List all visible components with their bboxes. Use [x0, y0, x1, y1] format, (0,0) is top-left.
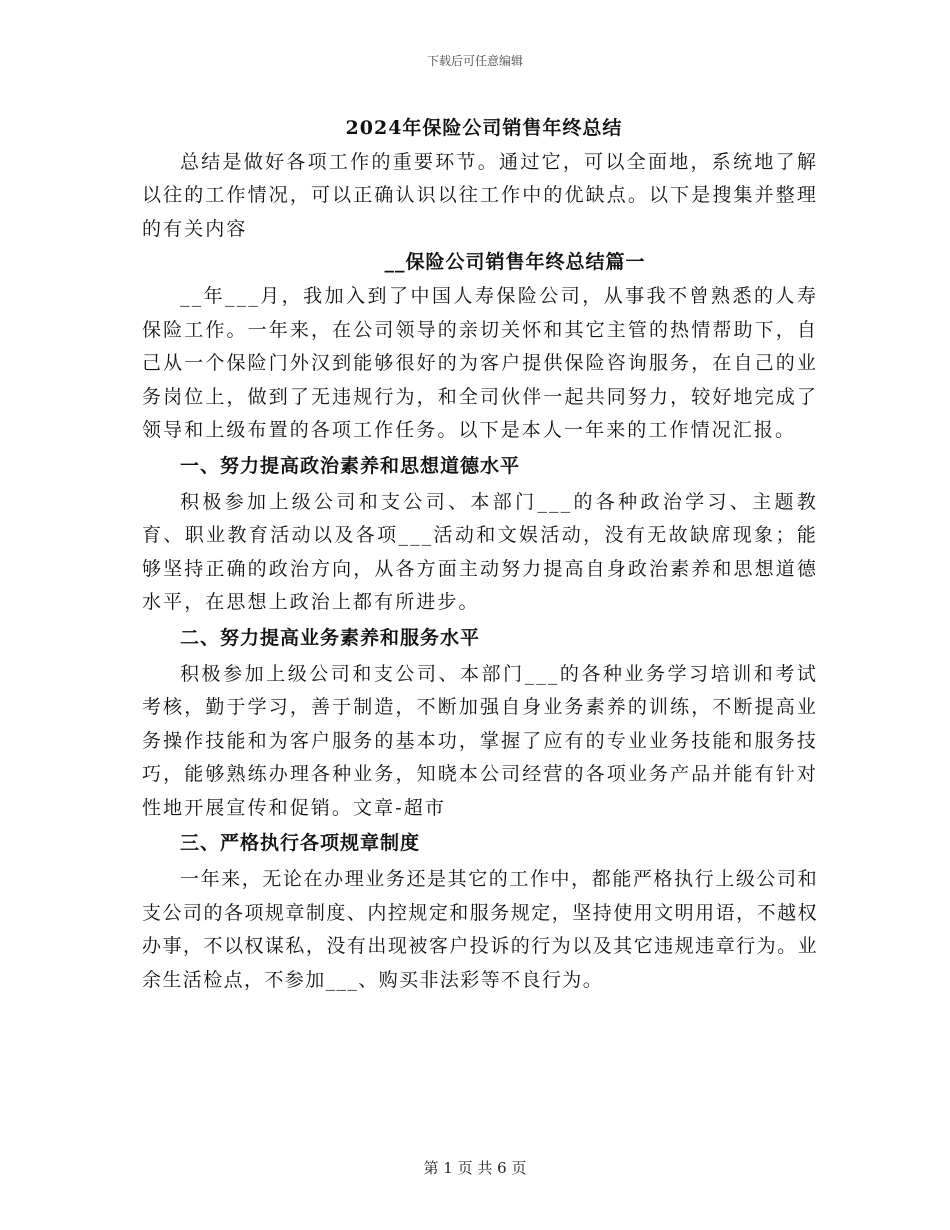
- intro-paragraph: 总结是做好各项工作的重要环节。通过它，可以全面地，系统地了解以往的工作情况，可以正确认识以往工作中的优缺点。以下是搜集并整理的有关内容: [142, 150, 818, 240]
- heading-business: 二、努力提高业务素养和服务水平: [180, 626, 481, 649]
- section-title: __保险公司销售年终总结篇一: [384, 251, 646, 274]
- document-title: 2024年保险公司销售年终总结: [345, 117, 623, 139]
- paragraph-rules: 一年来，无论在办理业务还是其它的工作中，都能严格执行上级公司和支公司的各项规章制度、内控规定和服务规定，坚持使用文明用语，不越权办事，不以权谋私，没有出现被客户投诉的行为以及其它违规违章行为。业余生活检点，不参加___、购买非法彩等不良行为。: [142, 868, 818, 991]
- header-note: 下载后可任意编辑: [426, 54, 523, 68]
- paragraph-business: 积极参加上级公司和支公司、本部门___的各种业务学习培训和考试考核，勤于学习，善于制造，不断加强自身业务素养的训练，不断提高业务操作技能和为客户服务的基本功，掌握了应有的专业业务技能和服务技巧，能够熟练办理各种业务，知晓本公司经营的各项业务产品并能有针对性地开展宣传和促销。文章-超市: [142, 662, 818, 819]
- document-body: [142, 112, 818, 997]
- heading-rules: 三、严格执行各项规章制度: [180, 832, 421, 855]
- heading-politics: 一、努力提高政治素养和思想道德水平: [180, 454, 521, 477]
- opening-paragraph: __年___月，我加入到了中国人寿保险公司，从事我不曾熟悉的人寿保险工作。一年来，在公司领导的亲切关怀和其它主管的热情帮助下，自己从一个保险门外汉到能够很好的为客户提供保险咨询服务，在自己的业务岗位上，做到了无违规行为，和全司伙伴一起共同努力，较好地完成了领导和上级布置的各项工作任务。以下是本人一年来的工作情况汇报。: [142, 284, 818, 442]
- paragraph-politics: 积极参加上级公司和支公司、本部门___的各种政治学习、主题教育、职业教育活动以及各项___活动和文娱活动，没有无故缺席现象；能够坚持正确的政治方向，从各方面主动努力提高自身政治素养和思想道德水平，在思想上政治上都有所进步。: [142, 490, 818, 614]
- page-number-footer: 第 1 页 共 6 页: [423, 1159, 527, 1177]
